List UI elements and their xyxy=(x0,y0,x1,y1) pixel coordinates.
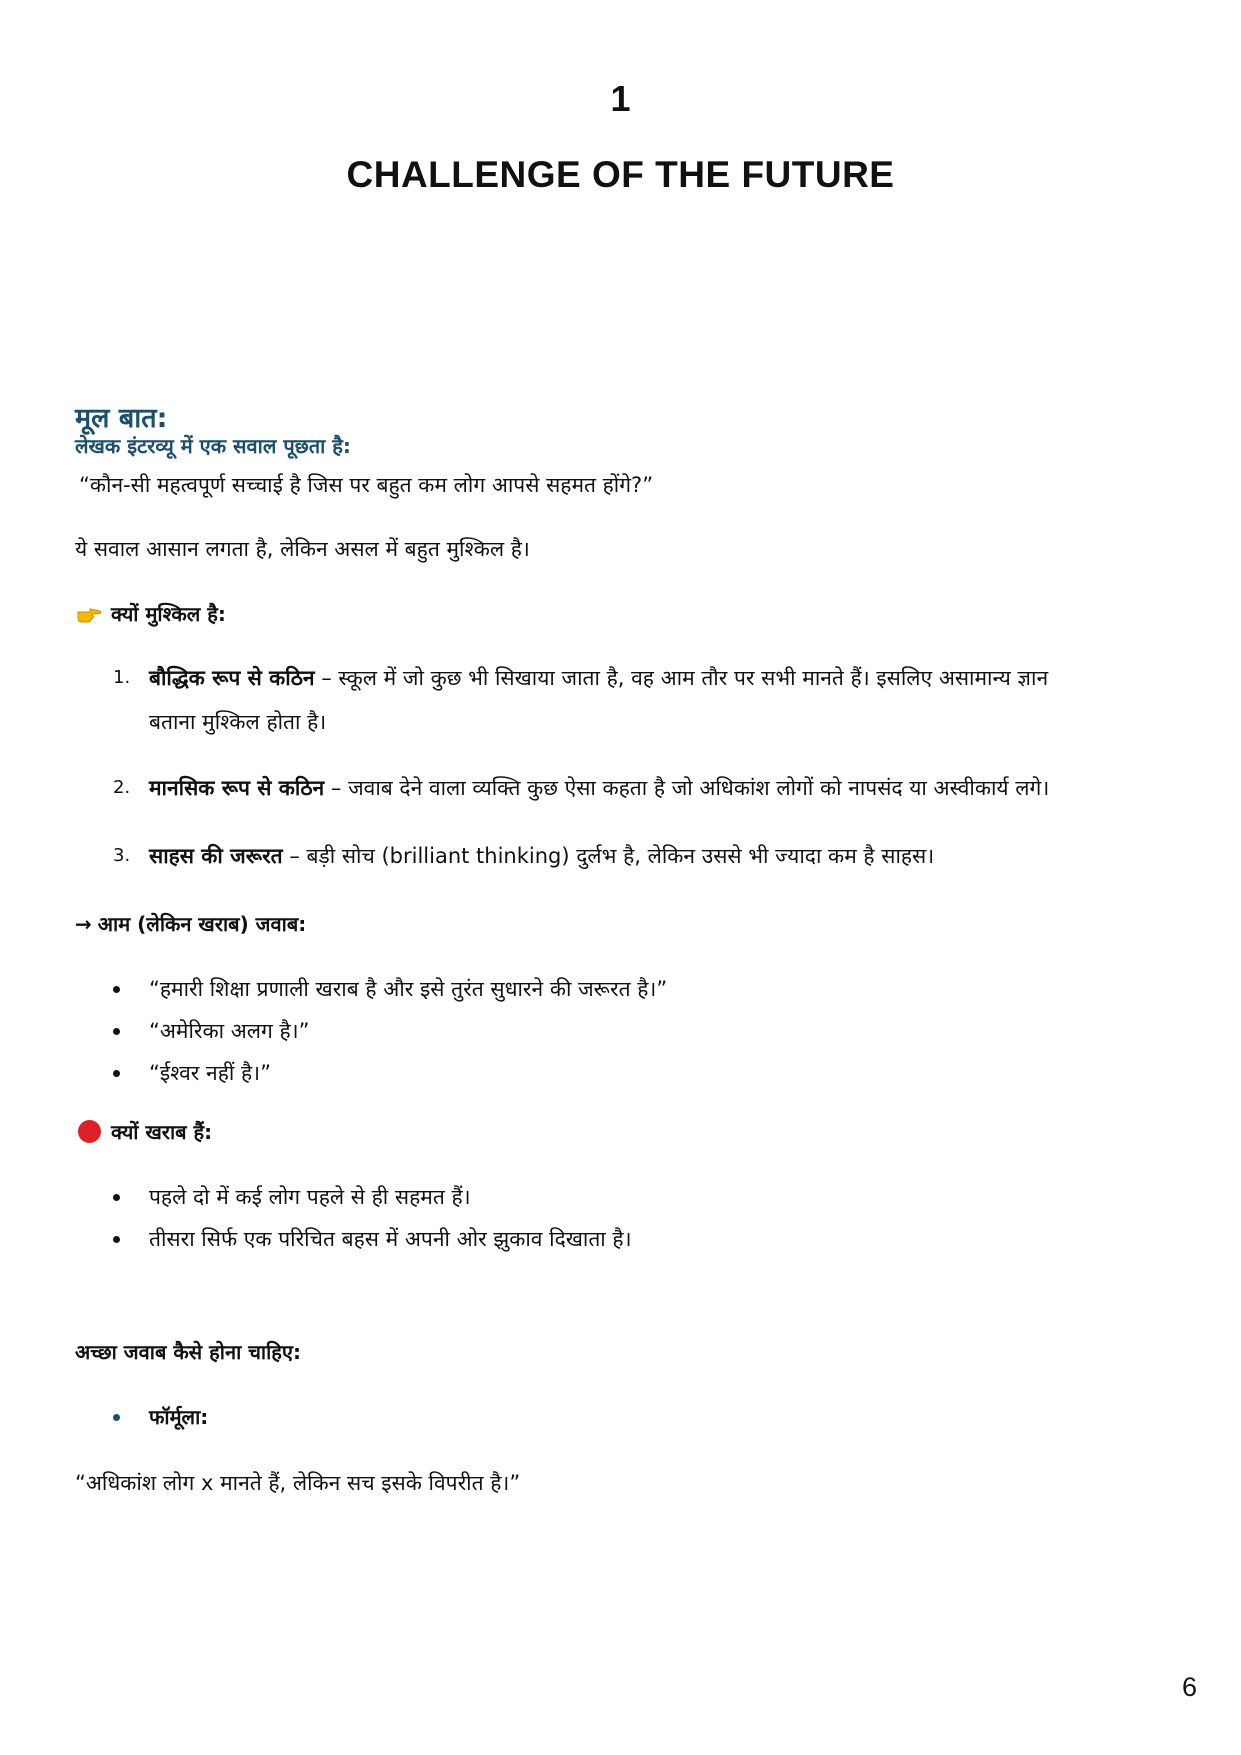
list-item xyxy=(113,1224,632,1254)
bullet-dot xyxy=(113,1194,120,1201)
pointing-hand-icon xyxy=(76,604,102,624)
item-number: 3. xyxy=(113,845,131,866)
chapter-title: CHALLENGE OF THE FUTURE xyxy=(346,154,895,195)
list-item-text: तीसरा सिर्फ एक परिचित बहस में अपनी ओर झुकाव दिखाता है। xyxy=(149,1227,632,1251)
numbered-item xyxy=(113,834,1163,878)
list-item-text: पहले दो में कई लोग पहले से ही सहमत हैं। xyxy=(149,1185,471,1209)
item-text: – जवाब देने वाला व्यक्ति कुछ ऐसा कहता है जो अधिकांश लोगों को नापसंद या अस्वीकार्य लगे। xyxy=(324,776,1050,800)
bullet-dot xyxy=(113,986,120,993)
list-item xyxy=(113,1182,471,1212)
item-number: 1. xyxy=(113,667,131,688)
formula-text: “अधिकांश लोग x मानते हैं, लेकिन सच इसके विपरीत है।” xyxy=(75,1471,521,1495)
item-text-continued: बताना मुश्किल होता है। xyxy=(149,710,327,734)
item-bold-term: बौद्धिक रूप से कठिन xyxy=(149,666,315,690)
intro-line: ये सवाल आसान लगता है, लेकिन असल में बहुत मुश्किल है। xyxy=(75,537,530,561)
list-item xyxy=(113,1016,310,1046)
list-item xyxy=(113,974,667,1004)
arrow-right-icon: → xyxy=(75,911,92,936)
item-text: – स्कूल में जो कुछ भी सिखाया जाता है, वह आम तौर पर सभी मानते हैं। इसलिए असामान्य ज्ञान xyxy=(314,666,1049,690)
page-number: 6 xyxy=(1181,1672,1197,1702)
bullet-dot xyxy=(113,1028,120,1035)
why-hard-heading xyxy=(76,600,226,627)
why-bad-heading xyxy=(78,1118,212,1145)
item-text: – बड़ी सोच (brilliant thinking) दुर्लभ है, लेकिन उससे भी ज्यादा कम है साहस। xyxy=(282,844,935,868)
numbered-item xyxy=(113,656,1163,744)
item-bold-term: साहस की जरूरत xyxy=(149,844,283,868)
list-item xyxy=(113,1058,271,1088)
bullet-dot xyxy=(113,1414,120,1421)
bullet-dot xyxy=(113,1070,120,1077)
good-answer-heading: अच्छा जवाब कैसे होना चाहिए: xyxy=(75,1340,301,1364)
chapter-number: 1 xyxy=(610,78,631,119)
formula-label: फॉर्मूला: xyxy=(149,1405,209,1429)
numbered-item xyxy=(113,766,1163,810)
section-heading: मूल बात: xyxy=(75,403,168,434)
red-circle-icon xyxy=(78,1120,101,1143)
formula-item xyxy=(113,1402,208,1432)
common-answers-heading xyxy=(75,910,306,937)
interview-heading: लेखक इंटरव्यू में एक सवाल पूछता है: xyxy=(75,434,351,458)
why-bad-heading-text: क्यों खराब हैं: xyxy=(111,1120,213,1144)
list-item-text: “हमारी शिक्षा प्रणाली खराब है और इसे तुरंत सुधारने की जरूरत है।” xyxy=(149,977,668,1001)
item-bold-term: मानसिक रूप से कठिन xyxy=(149,776,325,800)
item-number: 2. xyxy=(113,777,131,798)
why-hard-heading-text: क्यों मुश्किल है: xyxy=(111,602,226,626)
bullet-dot xyxy=(113,1236,120,1243)
list-item-text: “अमेरिका अलग है।” xyxy=(149,1019,310,1043)
interview-question: “कौन-सी महत्वपूर्ण सच्चाई है जिस पर बहुत कम लोग आपसे सहमत होंगे?” xyxy=(79,473,654,497)
common-answers-heading-text: आम (लेकिन खराब) जवाब: xyxy=(97,912,307,936)
list-item-text: “ईश्वर नहीं है।” xyxy=(149,1061,271,1085)
